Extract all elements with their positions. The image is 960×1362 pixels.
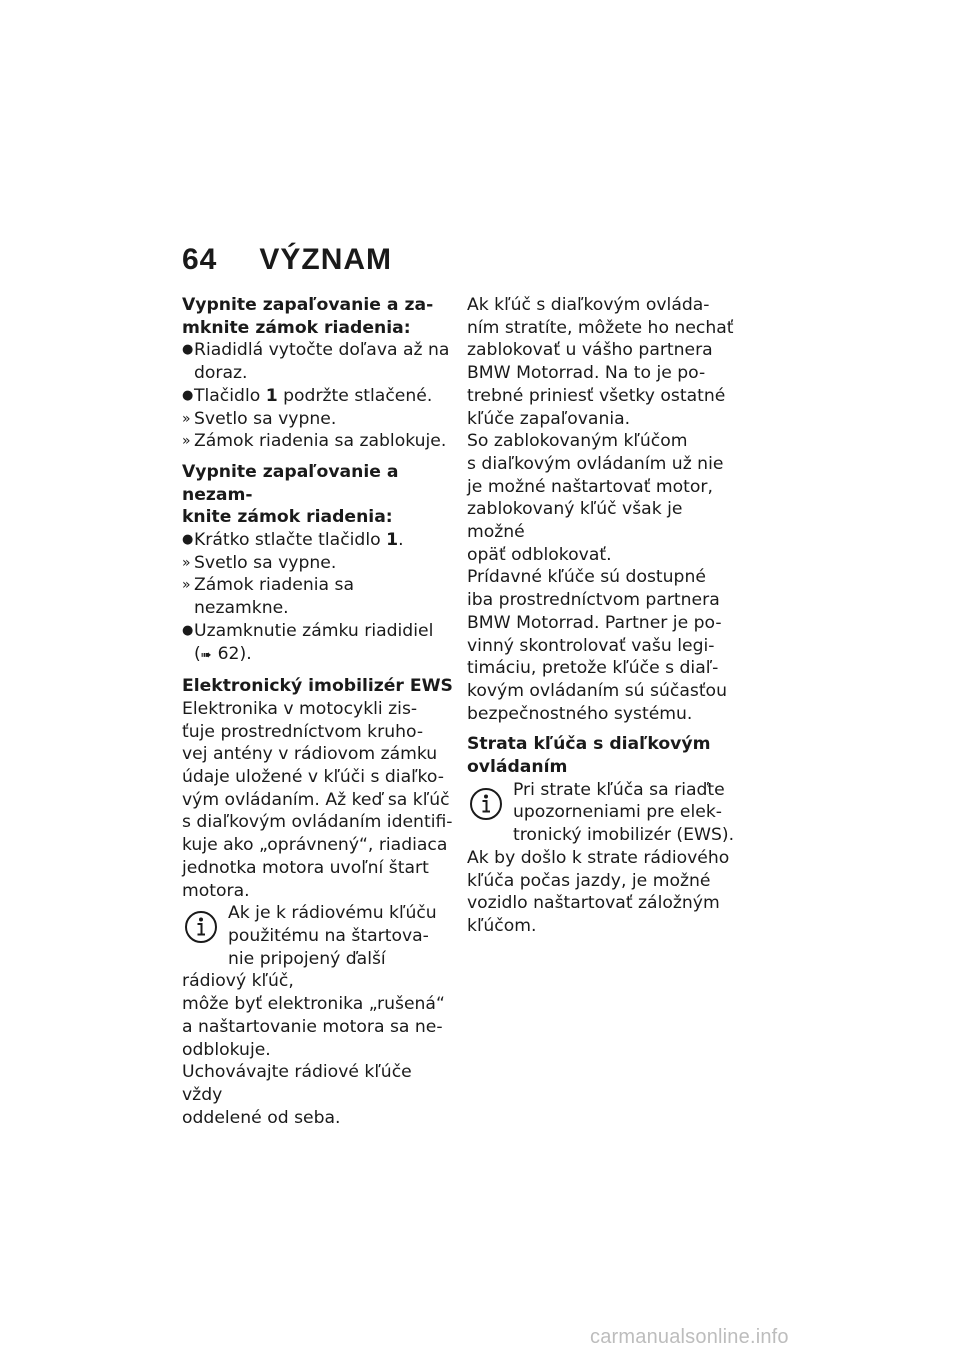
- text-line: odblokuje.: [182, 1039, 271, 1060]
- text-line: Uchovávajte rádiové kľúče vždy: [182, 1062, 412, 1105]
- result-text: Zámok riadenia sa nezamkne.: [194, 575, 354, 619]
- page-ref-number: 62).: [217, 643, 252, 664]
- key-loss-after-paragraph: [467, 847, 739, 938]
- text-line: jednotka motora uvoľní štart: [182, 857, 429, 878]
- step-text: [194, 385, 454, 408]
- heading-line: knite zámok riadenia:: [182, 507, 393, 528]
- heading-key-loss: [467, 733, 739, 778]
- step-bullet: [182, 529, 454, 552]
- text-line: oddelené od seba.: [182, 1107, 341, 1128]
- text: Tlačidlo: [194, 385, 266, 406]
- bullet-icon: ●: [182, 622, 194, 638]
- text-line: iba prostredníctvom partnera: [467, 590, 720, 611]
- step-bullet: [182, 385, 454, 408]
- text-line: zablokovať u vášho partnera: [467, 340, 713, 361]
- result-item: [182, 430, 454, 453]
- blocked-key-paragraph: [467, 430, 739, 566]
- result-arrow-icon: »: [182, 410, 191, 427]
- text-line: Pri strate kľúča sa riaďte: [513, 779, 725, 800]
- text-line: údaje uložené v kľúči s diaľko-: [182, 767, 444, 788]
- text-line: BMW Motorrad. Partner je po-: [467, 612, 722, 633]
- text: .: [398, 530, 404, 551]
- text-line: kľúče zapaľovania.: [467, 408, 631, 429]
- heading-line: ovládaním: [467, 757, 568, 778]
- text-line: Ak je k rádiovému kľúču: [228, 903, 437, 924]
- heading-line: mknite zámok riadenia:: [182, 317, 411, 338]
- line: Riadidlá vytočte doľava až na: [194, 340, 450, 361]
- info-icon: [184, 910, 218, 944]
- info-icon: [469, 787, 503, 821]
- result-text: Svetlo sa vypne.: [194, 552, 337, 573]
- left-column: [182, 294, 454, 1137]
- text-line: je možné naštartovať motor,: [467, 476, 713, 497]
- result-arrow-icon: »: [182, 554, 191, 571]
- text-line: Elektronika v motocykli zis-: [182, 698, 418, 719]
- text-line: s diaľkovým ovládaním už nie: [467, 453, 724, 474]
- text-line: timáciu, pretože kľúče s diaľ-: [467, 658, 719, 679]
- step-bullet: [182, 620, 454, 667]
- arrow-right-icon: ➠: [200, 647, 212, 663]
- bullet-icon: ●: [182, 342, 194, 358]
- note-text: [467, 779, 739, 847]
- section-ews: [182, 675, 454, 1129]
- text-line: bezpečnostného systému.: [467, 703, 693, 724]
- heading-unlock: [182, 461, 454, 529]
- section-unlock-steering: [182, 461, 454, 667]
- heading-line: Vypnite zapaľovanie a za-: [182, 295, 434, 315]
- page-number: 64: [182, 243, 218, 276]
- step-text: [194, 529, 454, 552]
- result-text: Svetlo sa vypne.: [194, 408, 337, 429]
- text-line: kľúča počas jazdy, je možné: [467, 870, 711, 891]
- result-arrow-icon: »: [182, 433, 191, 450]
- text: Krátko stlačte tlačidlo: [194, 530, 387, 551]
- note-text: [182, 902, 454, 1061]
- text-line: trebné priniesť všetky ostatné: [467, 385, 726, 406]
- heading-line: Vypnite zapaľovanie a nezam-: [182, 461, 399, 505]
- text: podržte stlačené.: [277, 385, 433, 406]
- step-text: [194, 620, 454, 667]
- text-line: tronický imobilizér (EWS).: [513, 825, 735, 846]
- text-line: vej antény v rádiovom zámku: [182, 744, 438, 765]
- line: doraz.: [194, 363, 248, 384]
- bullet-icon: ●: [182, 387, 194, 403]
- heading-line: Strata kľúča s diaľkovým: [467, 734, 711, 755]
- ews-after-paragraph: [182, 1061, 454, 1129]
- text-line: ťuje prostredníctvom kruho-: [182, 721, 424, 742]
- info-note: [467, 779, 739, 847]
- heading-lock: [182, 294, 454, 339]
- right-column: [467, 294, 739, 946]
- text-line: vým ovládaním. Až keď sa kľúč: [182, 789, 450, 810]
- text-line: upozorneniami pre elek-: [513, 802, 722, 823]
- text-line: opäť odblokovať.: [467, 544, 612, 565]
- page-header: [182, 243, 392, 277]
- callout-number: 1: [386, 530, 399, 551]
- text-line: ním stratíte, môžete ho nechať: [467, 317, 734, 338]
- extra-keys-paragraph: [467, 566, 739, 725]
- step-bullet: [182, 339, 454, 384]
- result-item: [182, 408, 454, 431]
- text-line: použitému na štartova-: [228, 925, 429, 946]
- section-key-loss: [467, 733, 739, 937]
- text-line: vinný skontrolovať vašu legi-: [467, 635, 715, 656]
- ews-paragraph: [182, 698, 454, 902]
- text-line: Prídavné kľúče sú dostupné: [467, 567, 706, 588]
- text-line: motora.: [182, 880, 250, 901]
- text-line: môže byť elektronika „rušená“: [182, 994, 445, 1015]
- text-line: So zablokovaným kľúčom: [467, 431, 688, 452]
- lost-key-paragraph: [467, 294, 739, 430]
- callout-number: 1: [265, 385, 278, 406]
- watermark: carmanualsonline.info: [590, 1326, 789, 1348]
- section-lock-steering: [182, 294, 454, 453]
- text-line: a naštartovanie motora sa ne-: [182, 1016, 443, 1037]
- text-line: Ak kľúč s diaľkovým ovláda-: [467, 295, 710, 315]
- text-line: s diaľkovým ovládaním identifi-: [182, 812, 453, 833]
- text-line: kovým ovládaním sú súčasťou: [467, 680, 727, 701]
- info-note: [182, 902, 454, 1061]
- text: (: [194, 643, 201, 664]
- text-line: BMW Motorrad. Na to je po-: [467, 363, 706, 384]
- bullet-icon: ●: [182, 532, 194, 548]
- result-item: [182, 552, 454, 575]
- text-line: Ak by došlo k strate rádiového: [467, 847, 730, 868]
- result-text: Zámok riadenia sa zablokuje.: [194, 431, 447, 452]
- text-line: vozidlo naštartovať záložným: [467, 893, 720, 914]
- line: Uzamknutie zámku riadidiel: [194, 620, 434, 641]
- heading-ews: Elektronický imobilizér EWS: [182, 676, 453, 697]
- text-line: zablokovaný kľúč však je možné: [467, 499, 683, 543]
- text-line: kľúčom.: [467, 915, 537, 936]
- page-reference[interactable]: [194, 644, 252, 664]
- section-title: VÝZNAM: [259, 243, 393, 276]
- text-line: kuje ako „oprávnený“, riadiaca: [182, 835, 448, 856]
- text-line: nie pripojený ďalší rádiový kľúč,: [182, 948, 386, 992]
- result-arrow-icon: »: [182, 577, 191, 594]
- result-item: [182, 574, 454, 619]
- step-text: [194, 339, 454, 384]
